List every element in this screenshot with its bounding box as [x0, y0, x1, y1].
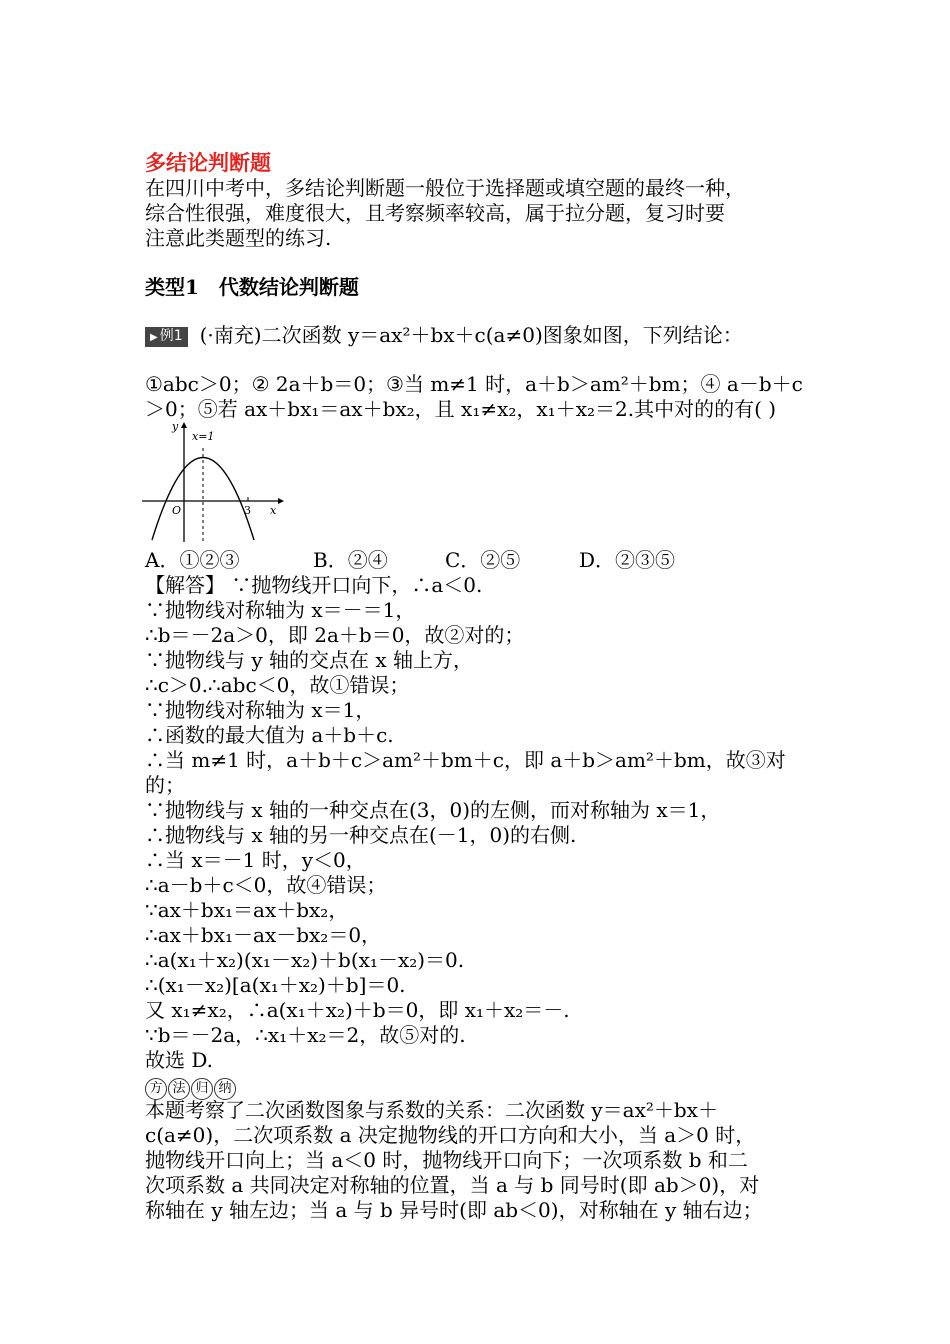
solution-line: 又 x₁≠x₂，∴a(x₁＋x₂)＋b＝0，即 x₁＋x₂＝－.	[145, 998, 570, 1022]
solution-line: ∵抛物线与 x 轴的一种交点在(3，0)的左侧，而对称轴为 x＝1，	[145, 798, 721, 822]
x-label: x	[270, 504, 277, 517]
example-line-1	[145, 323, 743, 348]
example-badge: ▶ 例1	[145, 327, 188, 347]
method-line: c(a≠0)，二次项系数 a 决定抛物线的开口方向和大小，当 a＞0 时，	[145, 1123, 756, 1147]
option-d[interactable]: D．②③⑤	[579, 548, 676, 572]
tick-label-3: 3	[244, 504, 251, 517]
solution-line: ∴c＞0.∴abc＜0，故①错误；	[145, 673, 410, 697]
method-line: 称轴在 y 轴左边；当 a 与 b 异号时(即 ab＜0)，对称轴在 y 轴右边；	[145, 1198, 763, 1222]
parabola-graph	[140, 420, 285, 545]
solution-line: ∴当 m≠1 时，a＋b＋c＞am²＋bm＋c，即 a＋b＞am²＋bm，故③对	[145, 748, 786, 772]
play-icon: ▶	[150, 332, 158, 343]
option-b[interactable]: B．②④	[313, 548, 388, 572]
example-line-3: ＞0；⑤若 ax＋bx₁＝ax＋bx₂，且 x₁≠x₂，x₁＋x₂＝2.其中对的的有( )	[145, 397, 777, 421]
symmetry-label: x=1	[192, 430, 215, 443]
solution-line: ∴函数的最大值为 a＋b＋c.	[145, 723, 394, 747]
solution-line: ∴b＝－2a＞0，即 2a＋b＝0，故②对的；	[145, 623, 525, 647]
y-axis-arrow	[181, 422, 187, 428]
y-label: y	[172, 420, 179, 433]
solution-line: ∴抛物线与 x 轴的另一种交点在(－1，0)的右侧.	[145, 823, 577, 847]
solution-line: 故选 D.	[145, 1048, 214, 1072]
solution-line: ∵抛物线与 y 轴的交点在 x 轴上方，	[145, 648, 474, 672]
intro-line-1: 在四川中考中，多结论判断题一般位于选择题或填空题的最终一种，	[145, 176, 745, 200]
solution-line: ∵ax＋bx₁＝ax＋bx₂，	[145, 898, 349, 922]
method-summary-label	[145, 1073, 237, 1100]
solution-line: 【解答】 ∵抛物线开口向下，∴a＜0.	[145, 573, 483, 597]
solution-line: ∴ax＋bx₁－ax－bx₂＝0，	[145, 923, 382, 947]
intro-line-3: 注意此类题型的练习.	[145, 226, 332, 250]
solution-line: ∴(x₁－x₂)[a(x₁＋x₂)＋b]＝0.	[145, 973, 406, 997]
method-line: 次项系数 a 共同决定对称轴的位置，当 a 与 b 同号时(即 ab＞0)，对	[145, 1173, 760, 1197]
method-line: 抛物线开口向上；当 a＜0 时，抛物线开口向下；一次项系数 b 和二	[145, 1148, 748, 1172]
method-char: 法	[168, 1078, 190, 1100]
option-a[interactable]: A．①②③	[145, 548, 240, 572]
method-char: 纳	[214, 1078, 236, 1100]
method-char: 方	[145, 1078, 167, 1100]
solution-line: ∴a(x₁＋x₂)(x₁－x₂)＋b(x₁－x₂)＝0.	[145, 948, 465, 972]
example-line-2: ①abc＞0；② 2a＋b＝0；③当 m≠1 时，a＋b＞am²＋bm；④ a－b＋c	[145, 372, 803, 396]
intro-line-2: 综合性很强，难度很大，且考察频率较高，属于拉分题，复习时要	[145, 201, 725, 225]
solution-line: ∴当 x＝－1 时，y＜0，	[145, 848, 366, 872]
solution-line: ∵抛物线对称轴为 x＝－＝1，	[145, 598, 416, 622]
x-axis-arrow	[278, 498, 284, 504]
solution-line: ∵抛物线对称轴为 x＝1，	[145, 698, 376, 722]
section-title: 多结论判断题	[145, 150, 271, 175]
method-char: 归	[191, 1078, 213, 1100]
type-heading: 类型1 代数结论判断题	[145, 275, 359, 299]
origin-label: O	[172, 504, 182, 517]
solution-line: ∵b＝－2a，∴x₁＋x₂＝2，故⑤对的.	[145, 1023, 466, 1047]
example-question: (·南充)二次函数 y＝ax²＋bx＋c(a≠0)图象如图，下列结论：	[199, 323, 743, 347]
solution-line: 的；	[145, 773, 185, 797]
solution-line: ∴a－b＋c＜0，故④错误；	[145, 873, 387, 897]
method-line: 本题考察了二次函数图象与系数的关系：二次函数 y＝ax²＋bx＋	[145, 1098, 718, 1122]
option-c[interactable]: C．②⑤	[445, 548, 521, 572]
options-row	[145, 548, 675, 573]
